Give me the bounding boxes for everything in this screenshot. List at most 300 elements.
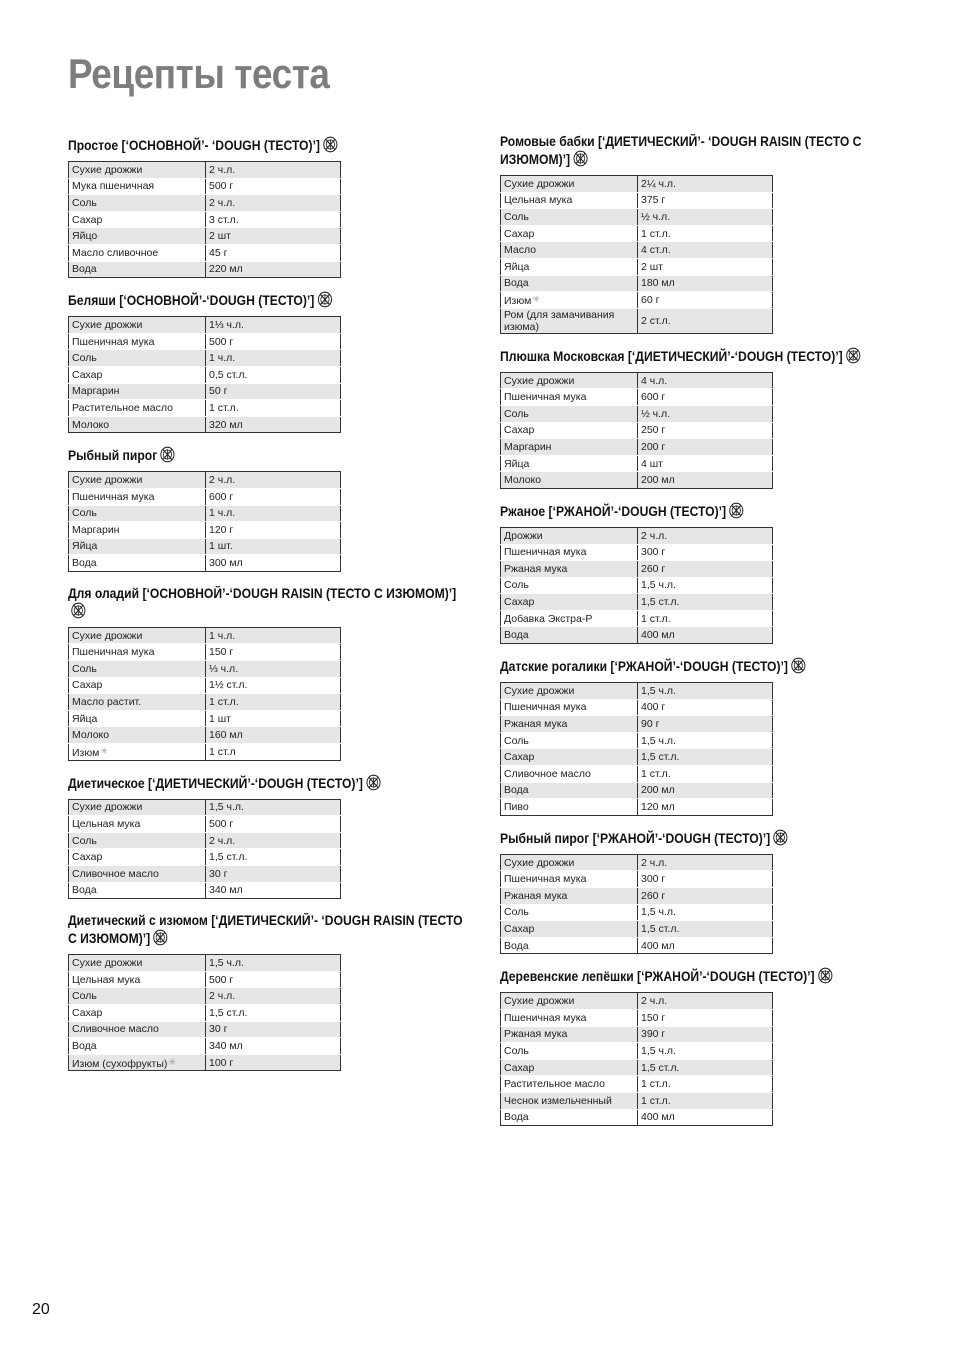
- ingredient-name-text: Пшеничная мука: [72, 490, 155, 503]
- ingredient-name: [69, 627, 206, 644]
- ingredient-name-text: Маргарин: [504, 440, 552, 453]
- ingredient-name-text: Сухие дрожжи: [504, 856, 575, 869]
- ingredient-amount: 1,5 ч.л.: [638, 683, 773, 700]
- recipe-title: [500, 657, 896, 678]
- ingredient-amount: 260 г: [638, 888, 773, 905]
- ingredient-amount: 1 ст.л.: [638, 225, 773, 242]
- ingredient-amount: 4 шт: [638, 455, 773, 472]
- ingredient-name-text: Сухие дрожжи: [504, 995, 575, 1008]
- ingredient-amount: 120 г: [206, 522, 341, 539]
- ingredient-amount: 1 ст.л.: [638, 1076, 773, 1093]
- ingredient-name: [69, 1021, 206, 1038]
- table-row: [501, 610, 773, 627]
- ingredient-amount: 2 ч.л.: [206, 472, 341, 489]
- ingredient-name: [501, 292, 638, 309]
- left-recipe-column: [68, 136, 468, 1084]
- table-row: [501, 716, 773, 733]
- ingredient-amount: 200 мл: [638, 472, 773, 489]
- ingredient-amount: 2 ч.л.: [638, 993, 773, 1010]
- ingredient-name: [501, 782, 638, 799]
- ingredient-name-text: Добавка Экстра-Р: [504, 612, 593, 625]
- table-row: [69, 866, 341, 883]
- table-row: [501, 1059, 773, 1076]
- ingredient-amount: 1,5 ч.л.: [638, 1043, 773, 1060]
- ingredient-amount: 1 ст.л.: [206, 694, 341, 711]
- table-row: [501, 405, 773, 422]
- ingredient-name-text: Мука пшеничная: [72, 180, 155, 193]
- ingredient-amount: 1 ст.л.: [638, 766, 773, 783]
- ingredient-name: [69, 744, 206, 761]
- ingredient-name-text: Ром (для замачивания изюма): [504, 308, 615, 333]
- ingredient-name-text: Сухие дрожжи: [72, 163, 143, 176]
- dough-program-icon: [317, 291, 332, 312]
- ingredient-name: [501, 871, 638, 888]
- ingredient-name: [69, 211, 206, 228]
- ingredient-amount: 4 ч.л.: [638, 372, 773, 389]
- ingredient-name: [501, 716, 638, 733]
- ingredient-name-text: Сливочное масло: [504, 767, 591, 780]
- ingredient-amount: 1,5 ч.л.: [638, 577, 773, 594]
- ingredient-name-text: Сахар: [504, 922, 535, 935]
- ingredient-name-text: Вода: [504, 629, 529, 642]
- recipe-block: [500, 133, 900, 334]
- table-row: [501, 561, 773, 578]
- ingredient-name: [69, 333, 206, 350]
- table-row: [501, 921, 773, 938]
- table-row: [69, 211, 341, 228]
- ingredient-name-text: Сахар: [504, 751, 535, 764]
- ingredient-name: [69, 832, 206, 849]
- table-row: [69, 162, 341, 179]
- recipe-title-text: Плюшка Московская [‘ДИЕТИЧЕСКИЙ’-‘DOUGH (ТЕСТО)’]: [500, 348, 843, 364]
- recipe-title: [500, 133, 896, 171]
- ingredient-amount: 50 г: [206, 383, 341, 400]
- table-row: [69, 555, 341, 572]
- ingredient-name-text: Сухие дрожжи: [504, 374, 575, 387]
- ingredient-name: [69, 522, 206, 539]
- ingredient-name: [69, 727, 206, 744]
- ingredient-name: [501, 455, 638, 472]
- ingredient-name-text: Соль: [72, 990, 97, 1003]
- table-row: [501, 242, 773, 259]
- ingredient-name: [501, 308, 638, 333]
- ingredients-table: [500, 992, 773, 1126]
- table-row: [69, 228, 341, 245]
- ingredient-amount: 200 г: [638, 439, 773, 456]
- ingredient-name-text: Сухие дрожжи: [72, 629, 143, 642]
- table-row: [69, 988, 341, 1005]
- ingredient-name: [69, 261, 206, 278]
- ingredient-amount: 390 г: [638, 1026, 773, 1043]
- ingredients-table: [500, 527, 773, 644]
- ingredients-table: [68, 316, 341, 433]
- recipe-title-text: Простое [‘ОСНОВНОЙ’- ‘DOUGH (ТЕСТО)’]: [68, 138, 320, 153]
- ingredient-amount: 340 мл: [206, 882, 341, 899]
- ingredient-name-text: Изюм: [504, 294, 532, 307]
- recipe-block: [500, 967, 900, 1126]
- ingredient-name: [501, 242, 638, 259]
- ingredient-name-text: Пшеничная мука: [72, 646, 155, 659]
- ingredient-name-text: Соль: [504, 906, 529, 919]
- right-recipe-column: [500, 133, 900, 1139]
- ingredient-name: [69, 849, 206, 866]
- table-row: [501, 1092, 773, 1109]
- table-row: [69, 317, 341, 334]
- asterisk-icon: ✳: [168, 1056, 176, 1067]
- ingredient-amount: 1,5 ст.л.: [638, 1059, 773, 1076]
- ingredient-name: [69, 882, 206, 899]
- ingredients-table: [68, 627, 341, 761]
- ingredient-name: [69, 1054, 206, 1071]
- ingredient-name-text: Цельная мука: [504, 194, 573, 207]
- table-row: [501, 766, 773, 783]
- recipe-title-text: Датские рогалики [‘РЖАНОЙ’-‘DOUGH (ТЕСТО)’]: [500, 659, 788, 675]
- ingredient-name-text: Вода: [504, 1111, 529, 1124]
- table-row: [69, 400, 341, 417]
- dough-program-icon: [817, 967, 832, 988]
- ingredient-amount: 400 мл: [638, 937, 773, 954]
- table-row: [501, 275, 773, 292]
- table-row: [501, 683, 773, 700]
- ingredient-amount: 2¼ ч.л.: [638, 176, 773, 193]
- table-row: [501, 888, 773, 905]
- ingredient-amount: 1,5 ч.л.: [638, 904, 773, 921]
- table-row: [501, 544, 773, 561]
- dough-program-icon: [153, 929, 168, 950]
- recipe-title-text: Рыбный пирог: [68, 448, 158, 464]
- ingredient-name: [501, 699, 638, 716]
- ingredient-name: [501, 389, 638, 406]
- table-row: [501, 1043, 773, 1060]
- table-row: [501, 439, 773, 456]
- ingredient-amount: 500 г: [206, 333, 341, 350]
- ingredient-name: [501, 799, 638, 816]
- ingredient-name: [501, 561, 638, 578]
- ingredients-table: [500, 682, 773, 816]
- ingredient-name: [69, 195, 206, 212]
- ingredient-name-text: Растительное масло: [504, 1078, 605, 1091]
- ingredient-name: [69, 988, 206, 1005]
- ingredient-amount: 2 ч.л.: [638, 854, 773, 871]
- ingredient-amount: 300 мл: [206, 555, 341, 572]
- table-row: [501, 782, 773, 799]
- ingredient-name: [501, 749, 638, 766]
- ingredient-amount: 30 г: [206, 1021, 341, 1038]
- table-row: [69, 849, 341, 866]
- ingredient-name-text: Изюм: [72, 746, 100, 759]
- table-row: [501, 422, 773, 439]
- table-row: [501, 871, 773, 888]
- ingredient-name: [69, 799, 206, 816]
- ingredient-name-text: Сливочное масло: [72, 867, 159, 880]
- ingredient-name: [69, 162, 206, 179]
- ingredient-name: [69, 866, 206, 883]
- table-row: [69, 710, 341, 727]
- table-row: [69, 744, 341, 761]
- ingredient-name: [69, 366, 206, 383]
- ingredient-name-text: Вода: [72, 1039, 97, 1052]
- ingredient-name-text: Молоко: [72, 418, 110, 431]
- asterisk-icon: ✳: [100, 745, 108, 756]
- ingredient-amount: 1 ст.л.: [206, 400, 341, 417]
- table-row: [501, 389, 773, 406]
- ingredient-name-text: Ржаная мука: [504, 562, 568, 575]
- ingredient-name-text: Сахар: [504, 424, 535, 437]
- ingredient-amount: 150 г: [638, 1009, 773, 1026]
- ingredient-name-text: Сухие дрожжи: [72, 956, 143, 969]
- ingredient-name-text: Пшеничная мука: [504, 873, 587, 886]
- ingredient-name: [501, 627, 638, 644]
- ingredient-name-text: Масло: [504, 244, 537, 257]
- ingredient-name: [69, 971, 206, 988]
- ingredient-amount: 600 г: [638, 389, 773, 406]
- ingredient-name-text: Яйцо: [72, 230, 98, 243]
- asterisk-icon: ✳: [532, 293, 540, 304]
- recipe-block: [68, 585, 468, 761]
- ingredient-name-text: Пиво: [504, 801, 529, 814]
- dough-program-icon: [729, 502, 744, 523]
- ingredient-name-text: Сахар: [72, 213, 103, 226]
- table-row: [69, 505, 341, 522]
- ingredient-amount: 2 шт: [206, 228, 341, 245]
- ingredient-amount: 375 г: [638, 192, 773, 209]
- recipe-title: [68, 136, 464, 157]
- ingredient-amount: 220 мл: [206, 261, 341, 278]
- ingredient-name-text: Молоко: [504, 474, 542, 487]
- recipe-block: [68, 291, 468, 433]
- ingredient-name: [69, 244, 206, 261]
- ingredient-name: [501, 1109, 638, 1126]
- ingredient-name: [501, 258, 638, 275]
- ingredient-name: [501, 1043, 638, 1060]
- table-row: [501, 799, 773, 816]
- ingredient-name-text: Сухие дрожжи: [72, 474, 143, 487]
- ingredient-name-text: Чеснок измельченный: [504, 1094, 612, 1107]
- ingredient-name: [501, 904, 638, 921]
- ingredient-name-text: Растительное масло: [72, 401, 173, 414]
- table-row: [501, 258, 773, 275]
- table-row: [501, 1076, 773, 1093]
- ingredient-amount: 100 г: [206, 1054, 341, 1071]
- recipe-title-text: Ржаное [‘РЖАНОЙ’-‘DOUGH (ТЕСТО)’]: [500, 503, 727, 519]
- ingredient-name: [69, 488, 206, 505]
- ingredient-name: [501, 405, 638, 422]
- table-row: [69, 644, 341, 661]
- ingredient-name: [501, 422, 638, 439]
- table-row: [69, 416, 341, 433]
- ingredient-amount: 1,5 ст.л.: [638, 749, 773, 766]
- recipe-block: [500, 657, 900, 816]
- recipe-title: [68, 291, 464, 312]
- dough-program-icon: [791, 657, 806, 678]
- ingredient-amount: 1 ст.л: [206, 744, 341, 761]
- recipe-block: [68, 446, 468, 572]
- ingredient-name-text: Соль: [72, 834, 97, 847]
- recipe-title-text: Рыбный пирог [‘РЖАНОЙ’-‘DOUGH (ТЕСТО)’]: [500, 830, 771, 846]
- ingredients-table: [68, 799, 341, 900]
- ingredient-name: [69, 538, 206, 555]
- ingredient-name-text: Ржаная мука: [504, 718, 568, 731]
- table-row: [501, 527, 773, 544]
- ingredient-name-text: Соль: [504, 210, 529, 223]
- table-row: [501, 594, 773, 611]
- ingredient-name: [501, 1009, 638, 1026]
- ingredient-amount: ⅓ ч.л.: [206, 661, 341, 678]
- recipe-block: [68, 774, 468, 900]
- recipe-title: [500, 347, 896, 368]
- ingredient-amount: 2 шт: [638, 258, 773, 275]
- table-row: [501, 372, 773, 389]
- ingredient-name: [501, 544, 638, 561]
- ingredient-name: [501, 732, 638, 749]
- ingredient-name: [69, 178, 206, 195]
- table-row: [69, 727, 341, 744]
- table-row: [501, 176, 773, 193]
- recipe-title-text: Деревенские лепёшки [‘РЖАНОЙ’-‘DOUGH (ТЕСТО)’]: [500, 969, 815, 985]
- ingredient-amount: 30 г: [206, 866, 341, 883]
- ingredient-name-text: Сахар: [72, 1006, 103, 1019]
- ingredient-name-text: Яйца: [72, 540, 98, 553]
- ingredient-name-text: Соль: [72, 507, 97, 520]
- table-row: [501, 455, 773, 472]
- table-row: [69, 661, 341, 678]
- ingredient-amount: 600 г: [206, 488, 341, 505]
- table-row: [69, 882, 341, 899]
- recipe-title: [500, 967, 896, 988]
- ingredient-name: [501, 176, 638, 193]
- table-row: [69, 627, 341, 644]
- ingredient-name-text: Цельная мука: [72, 973, 141, 986]
- ingredient-amount: 1 ст.л.: [638, 610, 773, 627]
- table-row: [69, 816, 341, 833]
- table-row: [69, 955, 341, 972]
- ingredient-name-text: Маргарин: [72, 523, 120, 536]
- table-row: [69, 1021, 341, 1038]
- table-row: [69, 971, 341, 988]
- recipe-title-text: Диетическое [‘ДИЕТИЧЕСКИЙ’-‘DOUGH (ТЕСТО)’]: [68, 775, 363, 791]
- ingredient-name: [501, 577, 638, 594]
- recipe-title-text: Беляши [‘ОСНОВНОЙ’-‘DOUGH (ТЕСТО)’]: [68, 293, 315, 309]
- ingredient-amount: 500 г: [206, 816, 341, 833]
- dough-program-icon: [71, 602, 86, 623]
- recipe-title: [68, 446, 464, 467]
- table-row: [69, 522, 341, 539]
- ingredient-name: [501, 439, 638, 456]
- table-row: [501, 1009, 773, 1026]
- ingredient-amount: 2 ч.л.: [206, 195, 341, 212]
- dough-program-icon: [773, 829, 788, 850]
- ingredient-amount: 150 г: [206, 644, 341, 661]
- ingredient-name-text: Вода: [72, 557, 97, 570]
- ingredient-amount: 90 г: [638, 716, 773, 733]
- ingredient-amount: 1 ст.л.: [638, 1092, 773, 1109]
- ingredient-name: [501, 683, 638, 700]
- dough-program-icon: [845, 347, 860, 368]
- ingredient-name-text: Сухие дрожжи: [72, 801, 143, 814]
- table-row: [69, 366, 341, 383]
- ingredient-amount: 2 ч.л.: [206, 832, 341, 849]
- ingredient-name-text: Ржаная мука: [504, 1028, 568, 1041]
- ingredient-amount: 320 мл: [206, 416, 341, 433]
- ingredient-name-text: Сахар: [72, 851, 103, 864]
- recipe-title-text: Для оладий [‘ОСНОВНОЙ’-‘DOUGH RAISIN (ТЕСТО С ИЗЮМОМ)’]: [68, 585, 457, 601]
- ingredient-name-text: Соль: [504, 407, 529, 420]
- ingredient-name-text: Сахар: [504, 227, 535, 240]
- ingredient-name: [501, 225, 638, 242]
- ingredient-name-text: Изюм (сухофрукты): [72, 1057, 168, 1070]
- ingredient-name-text: Пшеничная мука: [504, 546, 587, 559]
- recipe-title: [68, 912, 464, 950]
- ingredient-name: [501, 472, 638, 489]
- table-row: [69, 1038, 341, 1055]
- ingredient-name-text: Вода: [504, 939, 529, 952]
- dough-program-icon: [160, 446, 175, 467]
- ingredient-amount: 1,5 ст.л.: [638, 921, 773, 938]
- ingredient-name: [501, 209, 638, 226]
- ingredients-table: [68, 471, 341, 572]
- recipe-block: [500, 502, 900, 644]
- ingredient-name: [501, 993, 638, 1010]
- ingredient-name-text: Цельная мука: [72, 818, 141, 831]
- table-row: [69, 694, 341, 711]
- ingredients-table: [500, 175, 773, 334]
- ingredient-name-text: Ржаная мука: [504, 889, 568, 902]
- recipe-title: [68, 585, 464, 623]
- ingredient-amount: 1 ч.л.: [206, 350, 341, 367]
- table-row: [501, 627, 773, 644]
- ingredient-amount: 1,5 ст.л.: [206, 849, 341, 866]
- ingredient-name-text: Вода: [72, 263, 97, 276]
- ingredient-name-text: Соль: [72, 662, 97, 675]
- ingredient-name: [501, 766, 638, 783]
- ingredient-name: [501, 610, 638, 627]
- ingredient-name: [69, 1038, 206, 1055]
- ingredient-name: [501, 1059, 638, 1076]
- ingredient-name: [69, 661, 206, 678]
- ingredient-name-text: Пшеничная мука: [72, 335, 155, 348]
- ingredient-name: [69, 677, 206, 694]
- table-row: [501, 472, 773, 489]
- table-row: [501, 209, 773, 226]
- ingredient-name-text: Сахар: [72, 679, 103, 692]
- ingredient-amount: 1,5 ст.л.: [638, 594, 773, 611]
- table-row: [501, 292, 773, 309]
- ingredients-table: [68, 954, 341, 1071]
- ingredient-name: [69, 416, 206, 433]
- ingredient-name-text: Пшеничная мука: [504, 1011, 587, 1024]
- recipe-block: [500, 829, 900, 955]
- recipe-title: [68, 774, 464, 795]
- ingredient-name-text: Маргарин: [72, 385, 120, 398]
- table-row: [501, 732, 773, 749]
- ingredient-name: [501, 594, 638, 611]
- ingredient-amount: 340 мл: [206, 1038, 341, 1055]
- ingredient-name: [501, 1026, 638, 1043]
- ingredient-amount: 500 г: [206, 971, 341, 988]
- ingredient-name-text: Яйца: [72, 712, 98, 725]
- table-row: [69, 333, 341, 350]
- dough-program-icon: [573, 150, 588, 171]
- dough-program-icon: [323, 136, 338, 157]
- ingredient-name-text: Соль: [72, 352, 97, 365]
- table-row: [69, 178, 341, 195]
- ingredient-name: [69, 644, 206, 661]
- table-row: [501, 308, 773, 333]
- ingredient-name: [501, 275, 638, 292]
- ingredient-amount: 1 ч.л.: [206, 627, 341, 644]
- recipe-block: [68, 912, 468, 1071]
- ingredient-name: [69, 400, 206, 417]
